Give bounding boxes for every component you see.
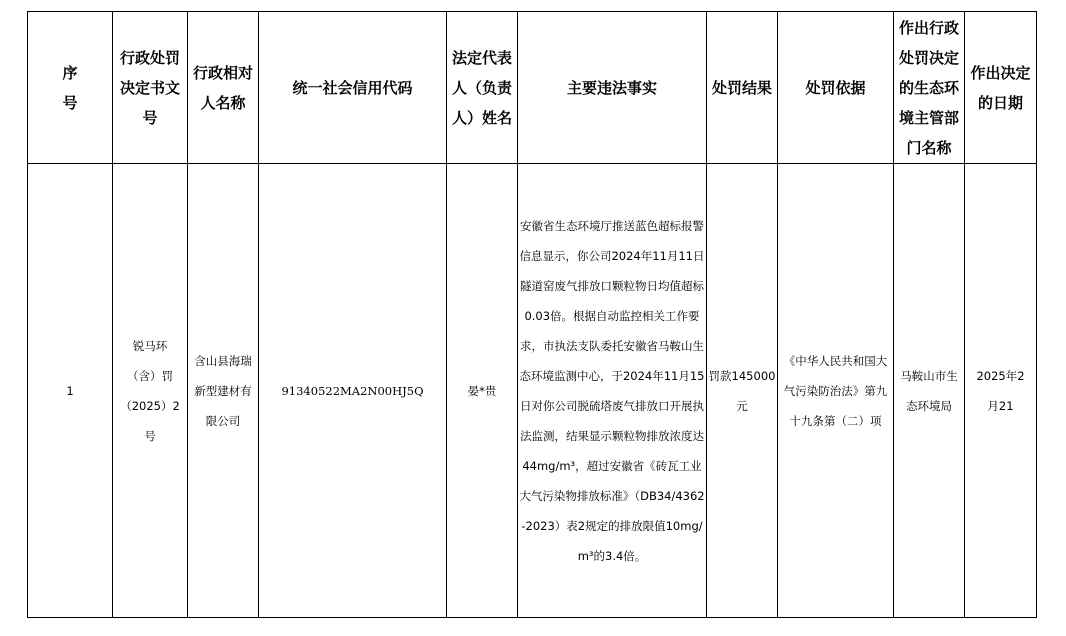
penalty-table	[27, 11, 1037, 618]
cell-date: 2025年2月21	[965, 164, 1037, 618]
header-basis: 处罚依据	[778, 12, 894, 164]
header-violation: 主要违法事实	[518, 12, 707, 164]
header-date: 作出决定的日期	[965, 12, 1037, 164]
cell-result: 罚款145000元	[707, 164, 778, 618]
header-credit-code: 统一社会信用代码	[259, 12, 447, 164]
cell-doc-no: 锐马环（含）罚（2025）2号	[113, 164, 188, 618]
cell-authority: 马鞍山市生态环境局	[894, 164, 965, 618]
header-result: 处罚结果	[707, 12, 778, 164]
cell-seq: 1	[28, 164, 113, 618]
header-doc-no: 行政处罚决定书文号	[113, 12, 188, 164]
header-party-name: 行政相对人名称	[188, 12, 259, 164]
header-row	[28, 12, 1037, 164]
cell-credit-code: 91340522MA2N00HJ5Q	[259, 164, 447, 618]
cell-basis: 《中华人民共和国大气污染防治法》第九十九条第（二）项	[778, 164, 894, 618]
table-row	[28, 164, 1037, 618]
cell-party-name: 含山县海瑞新型建材有限公司	[188, 164, 259, 618]
cell-legal-rep: 晏*贵	[447, 164, 518, 618]
header-authority: 作出行政处罚决定的生态环境主管部门名称	[894, 12, 965, 164]
header-legal-rep: 法定代表人（负责人）姓名	[447, 12, 518, 164]
cell-violation: 安徽省生态环境厅推送蓝色超标报警信息显示，你公司2024年11月11日隧道窑废气排放口颗粒物日均值超标0.03倍。根据自动监控相关工作要求，市执法支队委托安徽省马鞍山生态环境监测中心，于2024年11月15日对你公司脱硫塔废气排放口开展执法监测，结果显示颗粒物排放浓度达44mg/m³，超过安徽省《砖瓦工业大气污染物排放标准》（DB34/4362-2023）表2规定的排放限值10mg/m³的3.4倍。	[518, 164, 707, 618]
header-seq: 序号	[28, 12, 113, 164]
